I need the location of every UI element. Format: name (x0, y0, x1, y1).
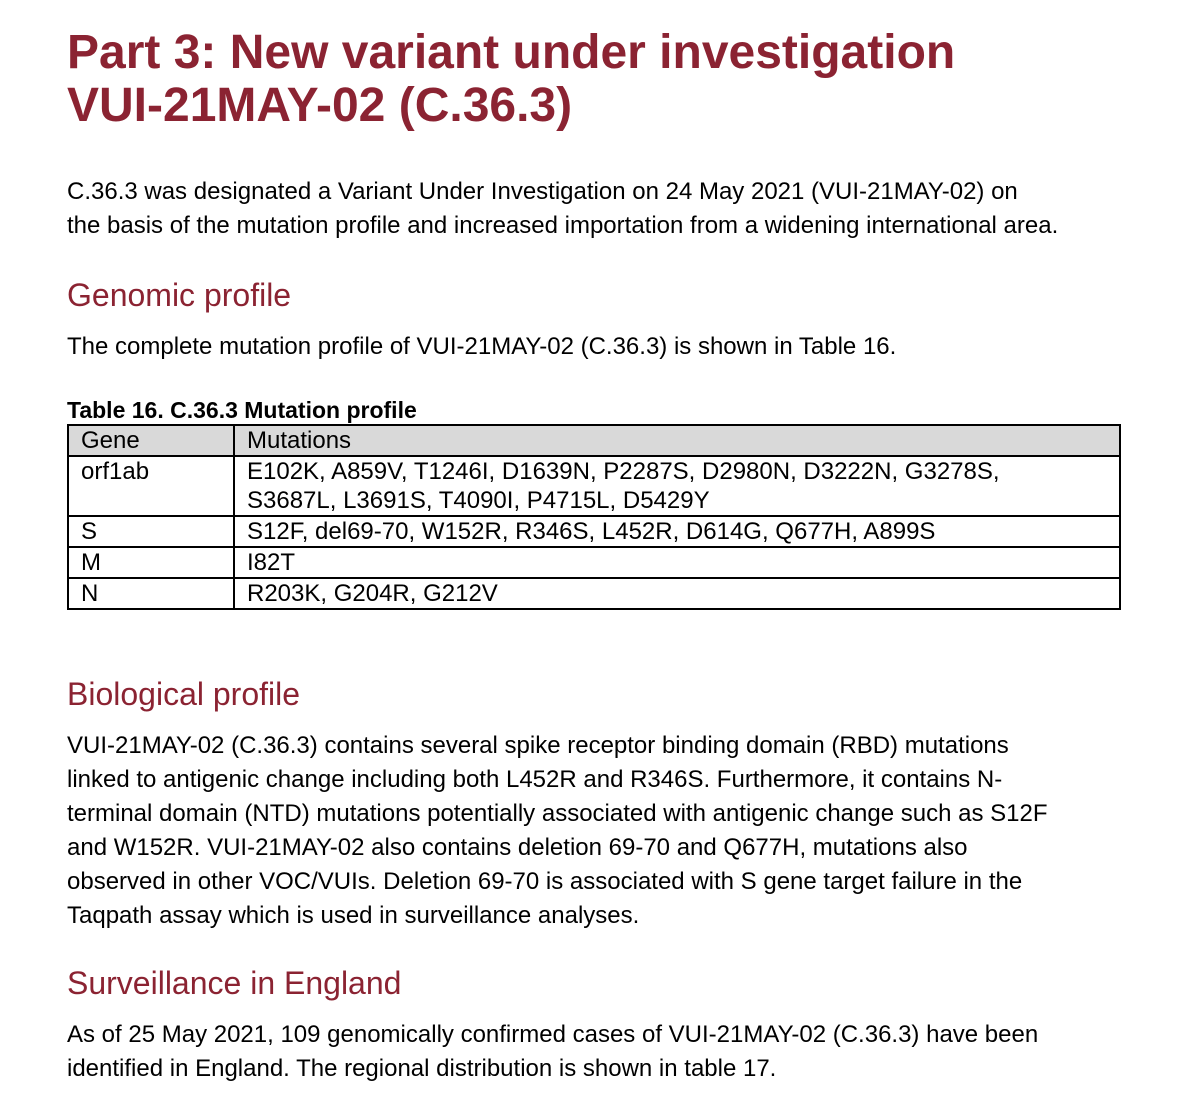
mutation-table (67, 424, 1121, 610)
mutations-cell (234, 547, 1120, 578)
genomic-text-line: The complete mutation profile of VUI-21MAY-02 (C.36.3) is shown in Table 16. (67, 333, 897, 360)
mutations-line: S12F, del69-70, W152R, R346S, L452R, D614G, Q677H, A899S (247, 518, 936, 545)
mutations-line: E102K, A859V, T1246I, D1639N, P2287S, D2980N, D3222N, G3278S, (247, 458, 1000, 485)
intro-line: C.36.3 was designated a Variant Under Investigation on 24 May 2021 (VUI-21MAY-02) on (67, 178, 1018, 205)
surveillance-paragraph (67, 1018, 1147, 1086)
surveillance-heading: Surveillance in England (67, 965, 402, 1001)
title-line-2: VUI-21MAY-02 (C.36.3) (67, 79, 573, 132)
table-caption: Table 16. C.36.3 Mutation profile (67, 397, 417, 423)
title-line-1: Part 3: New variant under investigation (67, 26, 956, 79)
gene-cell: N (68, 578, 234, 609)
gene-cell: M (68, 547, 234, 578)
mutations-cell (234, 578, 1120, 609)
biological-line: VUI-21MAY-02 (C.36.3) contains several spike receptor binding domain (RBD) mutations (67, 732, 1009, 759)
table-header-row (68, 425, 1120, 456)
intro-line: the basis of the mutation profile and increased importation from a widening international area. (67, 212, 1059, 239)
genomic-profile-heading: Genomic profile (67, 277, 292, 313)
genomic-profile-text (67, 330, 1147, 364)
surveillance-line: As of 25 May 2021, 109 genomically confirmed cases of VUI-21MAY-02 (C.36.3) have been (67, 1021, 1039, 1048)
mutations-cell (234, 516, 1120, 547)
surveillance-line: identified in England. The regional distribution is shown in table 17. (67, 1055, 777, 1082)
biological-line: observed in other VOC/VUIs. Deletion 69-70 is associated with S gene target failure in the (67, 868, 1023, 895)
table-row (68, 547, 1120, 578)
mutations-column-header: Mutations (234, 425, 1120, 456)
biological-line: and W152R. VUI-21MAY-02 also contains deletion 69-70 and Q677H, mutations also (67, 834, 968, 861)
biological-line: linked to antigenic change including both L452R and R346S. Furthermore, it contains N- (67, 766, 1003, 793)
gene-cell: orf1ab (68, 456, 234, 516)
biological-profile-paragraph (67, 729, 1147, 933)
gene-column-header: Gene (68, 425, 234, 456)
mutations-line: I82T (247, 549, 296, 576)
page-title (67, 26, 1147, 132)
table-row (68, 456, 1120, 516)
table-row (68, 516, 1120, 547)
biological-line: terminal domain (NTD) mutations potentially associated with antigenic change such as S12F (67, 800, 1048, 827)
mutations-line: S3687L, L3691S, T4090I, P4715L, D5429Y (247, 487, 710, 514)
intro-paragraph (67, 175, 1147, 243)
biological-line: Taqpath assay which is used in surveillance analyses. (67, 902, 640, 929)
mutations-line: R203K, G204R, G212V (247, 580, 498, 607)
table-row (68, 578, 1120, 609)
mutations-cell (234, 456, 1120, 516)
biological-profile-heading: Biological profile (67, 676, 301, 712)
gene-cell: S (68, 516, 234, 547)
